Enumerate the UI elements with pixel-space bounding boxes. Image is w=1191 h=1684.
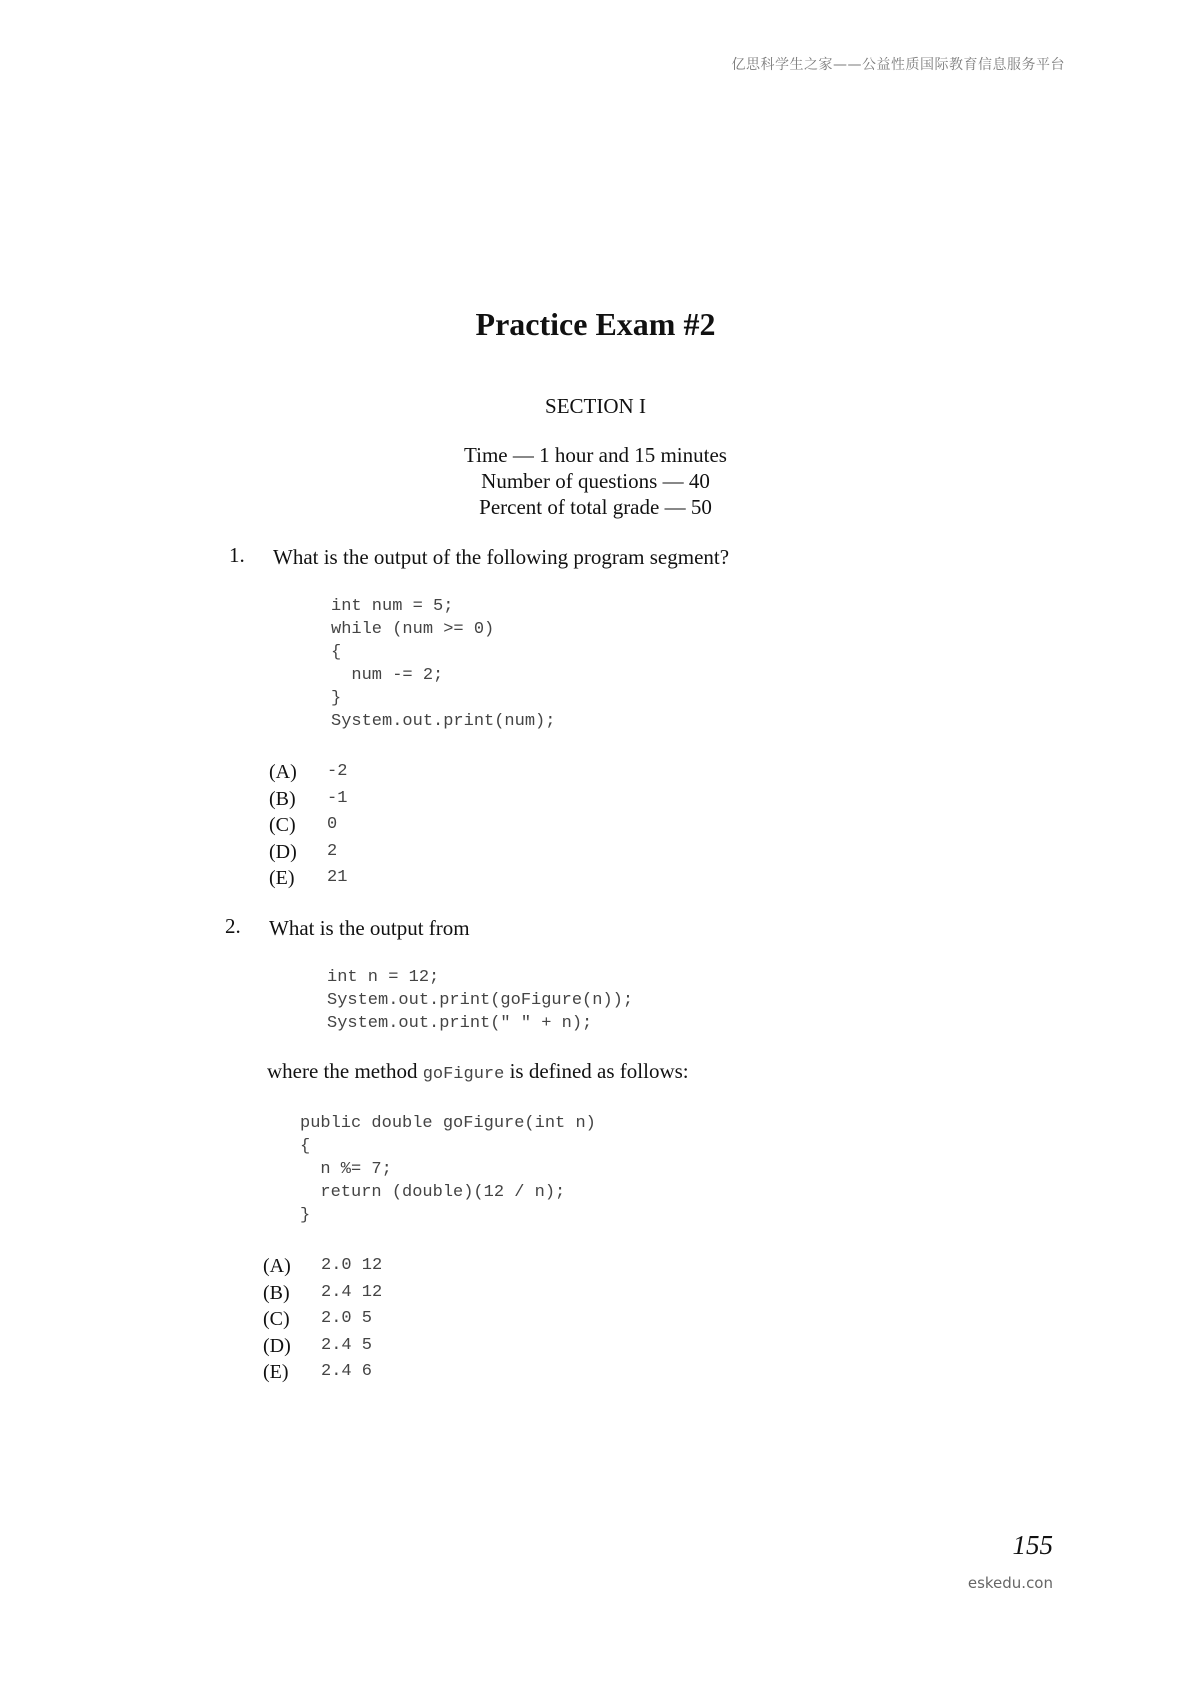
question-2-prompt: What is the output from — [269, 916, 470, 940]
page-title: Practice Exam #2 — [475, 306, 716, 342]
choice-label: (D) — [263, 1334, 291, 1357]
header-watermark: 亿思科学生之家——公益性质国际教育信息服务平台 — [731, 57, 1065, 73]
questions-info: Number of questions — 40 — [481, 469, 710, 493]
choice-a[interactable] — [269, 759, 347, 786]
question-1-prompt: What is the output of the following program segment? — [273, 545, 730, 569]
page-number: 155 — [1012, 1530, 1053, 1560]
choice-value: 2.4 12 — [321, 1282, 383, 1302]
choice-a[interactable] — [263, 1253, 382, 1280]
choice-b[interactable] — [269, 786, 347, 813]
choice-value: 2.0 5 — [321, 1309, 373, 1328]
choice-label: (C) — [263, 1308, 290, 1330]
choice-value: -1 — [327, 788, 348, 808]
question-2-choices — [263, 1253, 382, 1386]
choice-value: 0 — [327, 815, 338, 834]
question-1-code: int num = 5; while (num >= 0) { num -= 2; } System.out.print(num); — [331, 597, 556, 731]
question-2-method-note — [267, 1059, 689, 1084]
choice-value: 2.0 12 — [321, 1256, 383, 1275]
choice-c[interactable] — [263, 1306, 382, 1333]
choice-label: (E) — [263, 1361, 289, 1383]
choice-c[interactable] — [269, 812, 347, 839]
choice-value: -2 — [327, 762, 348, 781]
choice-e[interactable] — [263, 1359, 382, 1386]
choice-label: (E) — [269, 867, 295, 889]
question-2-number: 2. — [225, 914, 241, 938]
choice-value: 2.4 6 — [321, 1362, 373, 1381]
choice-label: (B) — [269, 787, 296, 810]
choice-label: (D) — [269, 840, 297, 863]
footer-site: eskedu.con — [967, 1574, 1053, 1592]
choice-value: 2 — [327, 841, 338, 861]
question-2-call-code: int n = 12; System.out.print(goFigure(n)); System.out.print(" " + n); — [327, 968, 634, 1033]
choice-label: (A) — [269, 761, 297, 783]
question-1-choices — [269, 759, 347, 892]
choice-value: 21 — [327, 868, 348, 887]
choice-label: (C) — [269, 814, 296, 836]
section-heading: SECTION I — [545, 394, 646, 418]
question-2-method-code: public double goFigure(int n) { n %= 7; return (double)(12 / n); } — [300, 1114, 596, 1225]
choice-d[interactable] — [269, 839, 347, 866]
method-name-code: goFigure — [422, 1065, 505, 1084]
time-info: Time — 1 hour and 15 minutes — [464, 443, 727, 467]
question-1-number: 1. — [229, 543, 245, 567]
choice-d[interactable] — [263, 1333, 382, 1360]
percent-info: Percent of total grade — 50 — [479, 495, 712, 519]
choice-value: 2.4 5 — [321, 1335, 373, 1355]
choice-e[interactable] — [269, 865, 347, 892]
method-note-text: where the method — [267, 1059, 423, 1083]
exam-info — [0, 442, 1191, 520]
choice-b[interactable] — [263, 1280, 382, 1307]
method-note-text-end: is defined as follows: — [504, 1059, 689, 1083]
choice-label: (B) — [263, 1281, 290, 1304]
choice-label: (A) — [263, 1255, 291, 1277]
